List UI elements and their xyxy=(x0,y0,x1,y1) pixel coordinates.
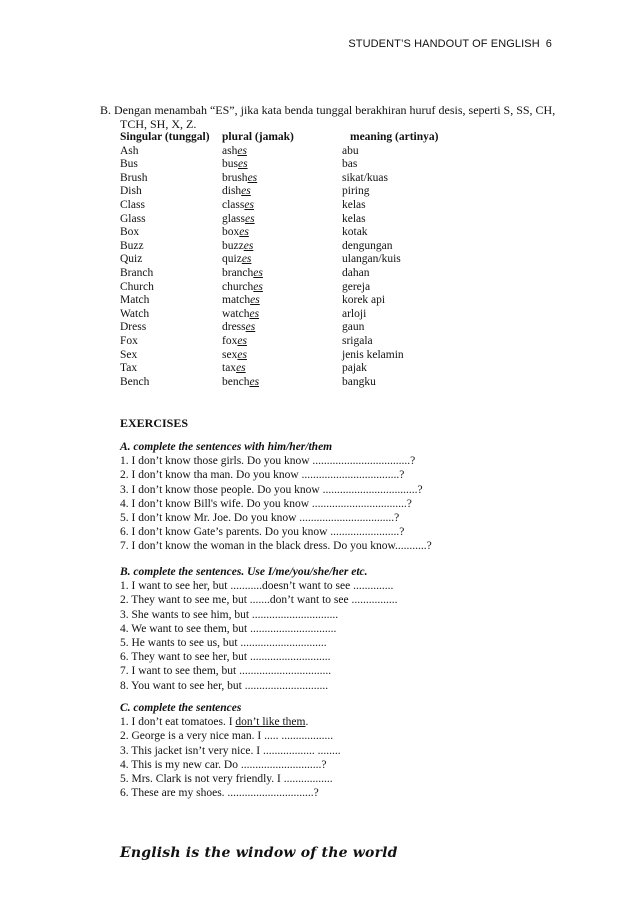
plural-stem: bench xyxy=(222,375,250,388)
table-row xyxy=(120,362,530,376)
header-singular: Singular (tunggal) xyxy=(120,131,210,143)
meaning-cell: ulangan/kuis xyxy=(342,253,401,266)
singular-cell: Watch xyxy=(120,307,150,320)
list-item: 7. I want to see them, but ................................ xyxy=(120,665,332,678)
table-header-row xyxy=(120,131,530,145)
table-row xyxy=(120,281,530,295)
item-suffix: . xyxy=(305,716,309,729)
table-row xyxy=(120,349,530,363)
meaning-cell: piring xyxy=(342,185,370,198)
exercise-c-items xyxy=(120,729,341,800)
list-item: 2. I don’t know tha man. Do you know ..................................? xyxy=(120,469,405,482)
intro-line-2: TCH, SH, X, Z. xyxy=(120,117,197,131)
plural-cell xyxy=(222,308,342,322)
table-row xyxy=(120,185,530,199)
singular-cell: Dress xyxy=(120,321,147,334)
plural-stem: dress xyxy=(222,321,246,334)
exercise-c-heading: C. complete the sentences xyxy=(120,702,242,714)
intro-line-1: B. Dengan menambah “ES”, jika kata benda tunggal berakhiran huruf desis, seperti S, SS, CH, xyxy=(100,103,556,117)
singular-cell: Box xyxy=(120,226,140,239)
plural-suffix: es xyxy=(239,226,249,239)
intro-paragraph xyxy=(100,103,570,131)
plural-cell xyxy=(222,267,342,281)
singular-cell: Match xyxy=(120,294,150,307)
table-row xyxy=(120,308,530,322)
plural-stem: glass xyxy=(222,212,245,225)
singular-cell: Church xyxy=(120,280,154,293)
singular-cell: Brush xyxy=(120,171,148,184)
meaning-cell: korek api xyxy=(342,294,386,307)
plural-cell xyxy=(222,172,342,186)
singular-cell: Bus xyxy=(120,158,138,171)
list-item: 4. This is my new car. Do ............................? xyxy=(120,758,327,771)
plural-suffix: es xyxy=(237,158,248,171)
plural-cell xyxy=(222,226,342,240)
singular-cell: Buzz xyxy=(120,239,144,252)
singular-cell: Fox xyxy=(120,334,138,347)
exercise-a-heading: A. complete the sentences with him/her/them xyxy=(120,441,333,453)
plural-stem: dish xyxy=(222,185,242,198)
plural-table xyxy=(120,131,530,389)
table-row xyxy=(120,213,530,227)
meaning-cell: gaun xyxy=(342,321,365,334)
plural-stem: class xyxy=(222,198,245,211)
table-body xyxy=(120,145,530,390)
singular-cell: Dish xyxy=(120,185,142,198)
list-item: 1. I don’t know those girls. Do you know ..................................? xyxy=(120,455,416,468)
meaning-cell: sikat/kuas xyxy=(342,171,388,184)
plural-cell xyxy=(222,362,342,376)
plural-suffix: es xyxy=(250,294,260,307)
list-item: 3. This jacket isn’t very nice. I .................. ........ xyxy=(120,744,341,757)
plural-cell xyxy=(222,199,342,213)
page-number: 6 xyxy=(545,38,552,50)
exercise-b-heading: B. complete the sentences. Use I/me/you/she/her etc. xyxy=(120,566,368,578)
table-row xyxy=(120,335,530,349)
meaning-cell: kotak xyxy=(342,226,368,239)
plural-suffix: es xyxy=(253,266,263,279)
plural-stem: buzz xyxy=(222,239,244,252)
plural-stem: fox xyxy=(222,334,238,347)
plural-suffix: es xyxy=(241,253,252,266)
plural-cell xyxy=(222,281,342,295)
meaning-cell: abu xyxy=(342,144,359,157)
singular-cell: Bench xyxy=(120,375,150,388)
plural-suffix: es xyxy=(241,185,251,198)
list-item: 2. They want to see me, but .......don’t want to see ................ xyxy=(120,594,398,607)
plural-cell xyxy=(222,321,342,335)
plural-cell xyxy=(222,335,342,349)
singular-cell: Glass xyxy=(120,212,146,225)
list-item: 5. I don’t know Mr. Joe. Do you know .................................? xyxy=(120,511,400,524)
plural-suffix: es xyxy=(247,171,258,184)
plural-stem: church xyxy=(222,280,254,293)
list-item: 3. I don’t know those people. Do you know .................................? xyxy=(120,483,423,496)
exercises-title: EXERCISES xyxy=(120,416,189,430)
list-item: 2. George is a very nice man. I ..... .................. xyxy=(120,730,334,743)
list-item: 3. She wants to see him, but .............................. xyxy=(120,608,339,621)
plural-stem: box xyxy=(222,226,240,239)
exercise-c xyxy=(120,701,341,800)
meaning-cell: srigala xyxy=(342,334,373,347)
plural-cell xyxy=(222,213,342,227)
table-row xyxy=(120,172,530,186)
plural-stem: tax xyxy=(222,362,237,375)
list-item xyxy=(120,715,341,729)
singular-cell: Quiz xyxy=(120,253,143,266)
item-prefix: 1. I don’t eat tomatoes. I xyxy=(120,716,236,729)
plural-cell xyxy=(222,253,342,267)
plural-suffix: es xyxy=(253,280,263,293)
meaning-cell: jenis kelamin xyxy=(342,348,404,361)
header-meaning: meaning (artinya) xyxy=(350,131,439,143)
list-item: 4. We want to see them, but .............................. xyxy=(120,622,337,635)
singular-cell: Tax xyxy=(120,362,138,375)
header-title: STUDENT’S HANDOUT OF ENGLISH xyxy=(348,38,540,50)
table-row xyxy=(120,321,530,335)
plural-suffix: es xyxy=(237,334,247,347)
list-item: 6. These are my shoes. ..............................? xyxy=(120,787,319,800)
exercise-a xyxy=(120,440,432,554)
exercise-b xyxy=(120,565,397,693)
plural-stem: match xyxy=(222,294,251,307)
list-item: 1. I want to see her, but ...........doesn’t want to see .............. xyxy=(120,580,394,593)
plural-cell xyxy=(222,376,342,390)
plural-suffix: es xyxy=(237,348,247,361)
table-row xyxy=(120,145,530,159)
plural-cell xyxy=(222,349,342,363)
meaning-cell: dahan xyxy=(342,266,370,279)
meaning-cell: arloji xyxy=(342,307,367,320)
footer-motto: English is the window of the world xyxy=(120,845,398,861)
table-row xyxy=(120,253,530,267)
meaning-cell: bangku xyxy=(342,375,376,388)
meaning-cell: pajak xyxy=(342,362,367,375)
list-item: 6. They want to see her, but ............................ xyxy=(120,651,331,664)
meaning-cell: dengungan xyxy=(342,239,393,252)
plural-stem: branch xyxy=(222,266,254,279)
singular-cell: Ash xyxy=(120,144,139,157)
plural-stem: brush xyxy=(222,171,248,184)
plural-stem: ash xyxy=(222,144,238,157)
table-row xyxy=(120,199,530,213)
header-plural: plural (jamak) xyxy=(222,131,294,143)
plural-suffix: es xyxy=(237,144,247,157)
plural-suffix: es xyxy=(236,362,246,375)
meaning-cell: gereja xyxy=(342,280,371,293)
plural-suffix: es xyxy=(243,239,254,252)
meaning-cell: kelas xyxy=(342,212,366,225)
list-item: 5. He wants to see us, but .............................. xyxy=(120,636,327,649)
plural-stem: watch xyxy=(222,307,250,320)
exercise-b-items xyxy=(120,579,397,693)
plural-cell xyxy=(222,145,342,159)
table-row xyxy=(120,226,530,240)
list-item: 4. I don’t know Bill's wife. Do you know .................................? xyxy=(120,497,412,510)
list-item: 8. You want to see her, but ............................. xyxy=(120,679,329,692)
plural-stem: bus xyxy=(222,158,238,171)
plural-cell xyxy=(222,240,342,254)
plural-cell xyxy=(222,294,342,308)
table-row xyxy=(120,376,530,390)
plural-suffix: es xyxy=(249,307,260,320)
plural-suffix: es xyxy=(244,198,254,211)
plural-suffix: es xyxy=(249,375,260,388)
plural-cell xyxy=(222,185,342,199)
list-item: 7. I don’t know the woman in the black dress. Do you know...........? xyxy=(120,540,432,553)
table-row xyxy=(120,158,530,172)
table-row xyxy=(120,267,530,281)
singular-cell: Sex xyxy=(120,348,138,361)
plural-suffix: es xyxy=(245,321,256,334)
singular-cell: Class xyxy=(120,198,145,211)
plural-suffix: es xyxy=(245,212,255,225)
example-answer: don’t like them xyxy=(235,716,306,729)
list-item: 5. Mrs. Clark is not very friendly. I ................. xyxy=(120,772,333,785)
plural-stem: quiz xyxy=(222,253,242,266)
meaning-cell: bas xyxy=(342,158,358,171)
meaning-cell: kelas xyxy=(342,198,366,211)
table-row xyxy=(120,240,530,254)
plural-stem: sex xyxy=(222,348,238,361)
page-header xyxy=(348,38,552,50)
singular-cell: Branch xyxy=(120,266,154,279)
table-row xyxy=(120,294,530,308)
list-item: 6. I don’t know Gate’s parents. Do you know ........................? xyxy=(120,526,405,539)
exercise-a-items xyxy=(120,454,432,553)
plural-cell xyxy=(222,158,342,172)
